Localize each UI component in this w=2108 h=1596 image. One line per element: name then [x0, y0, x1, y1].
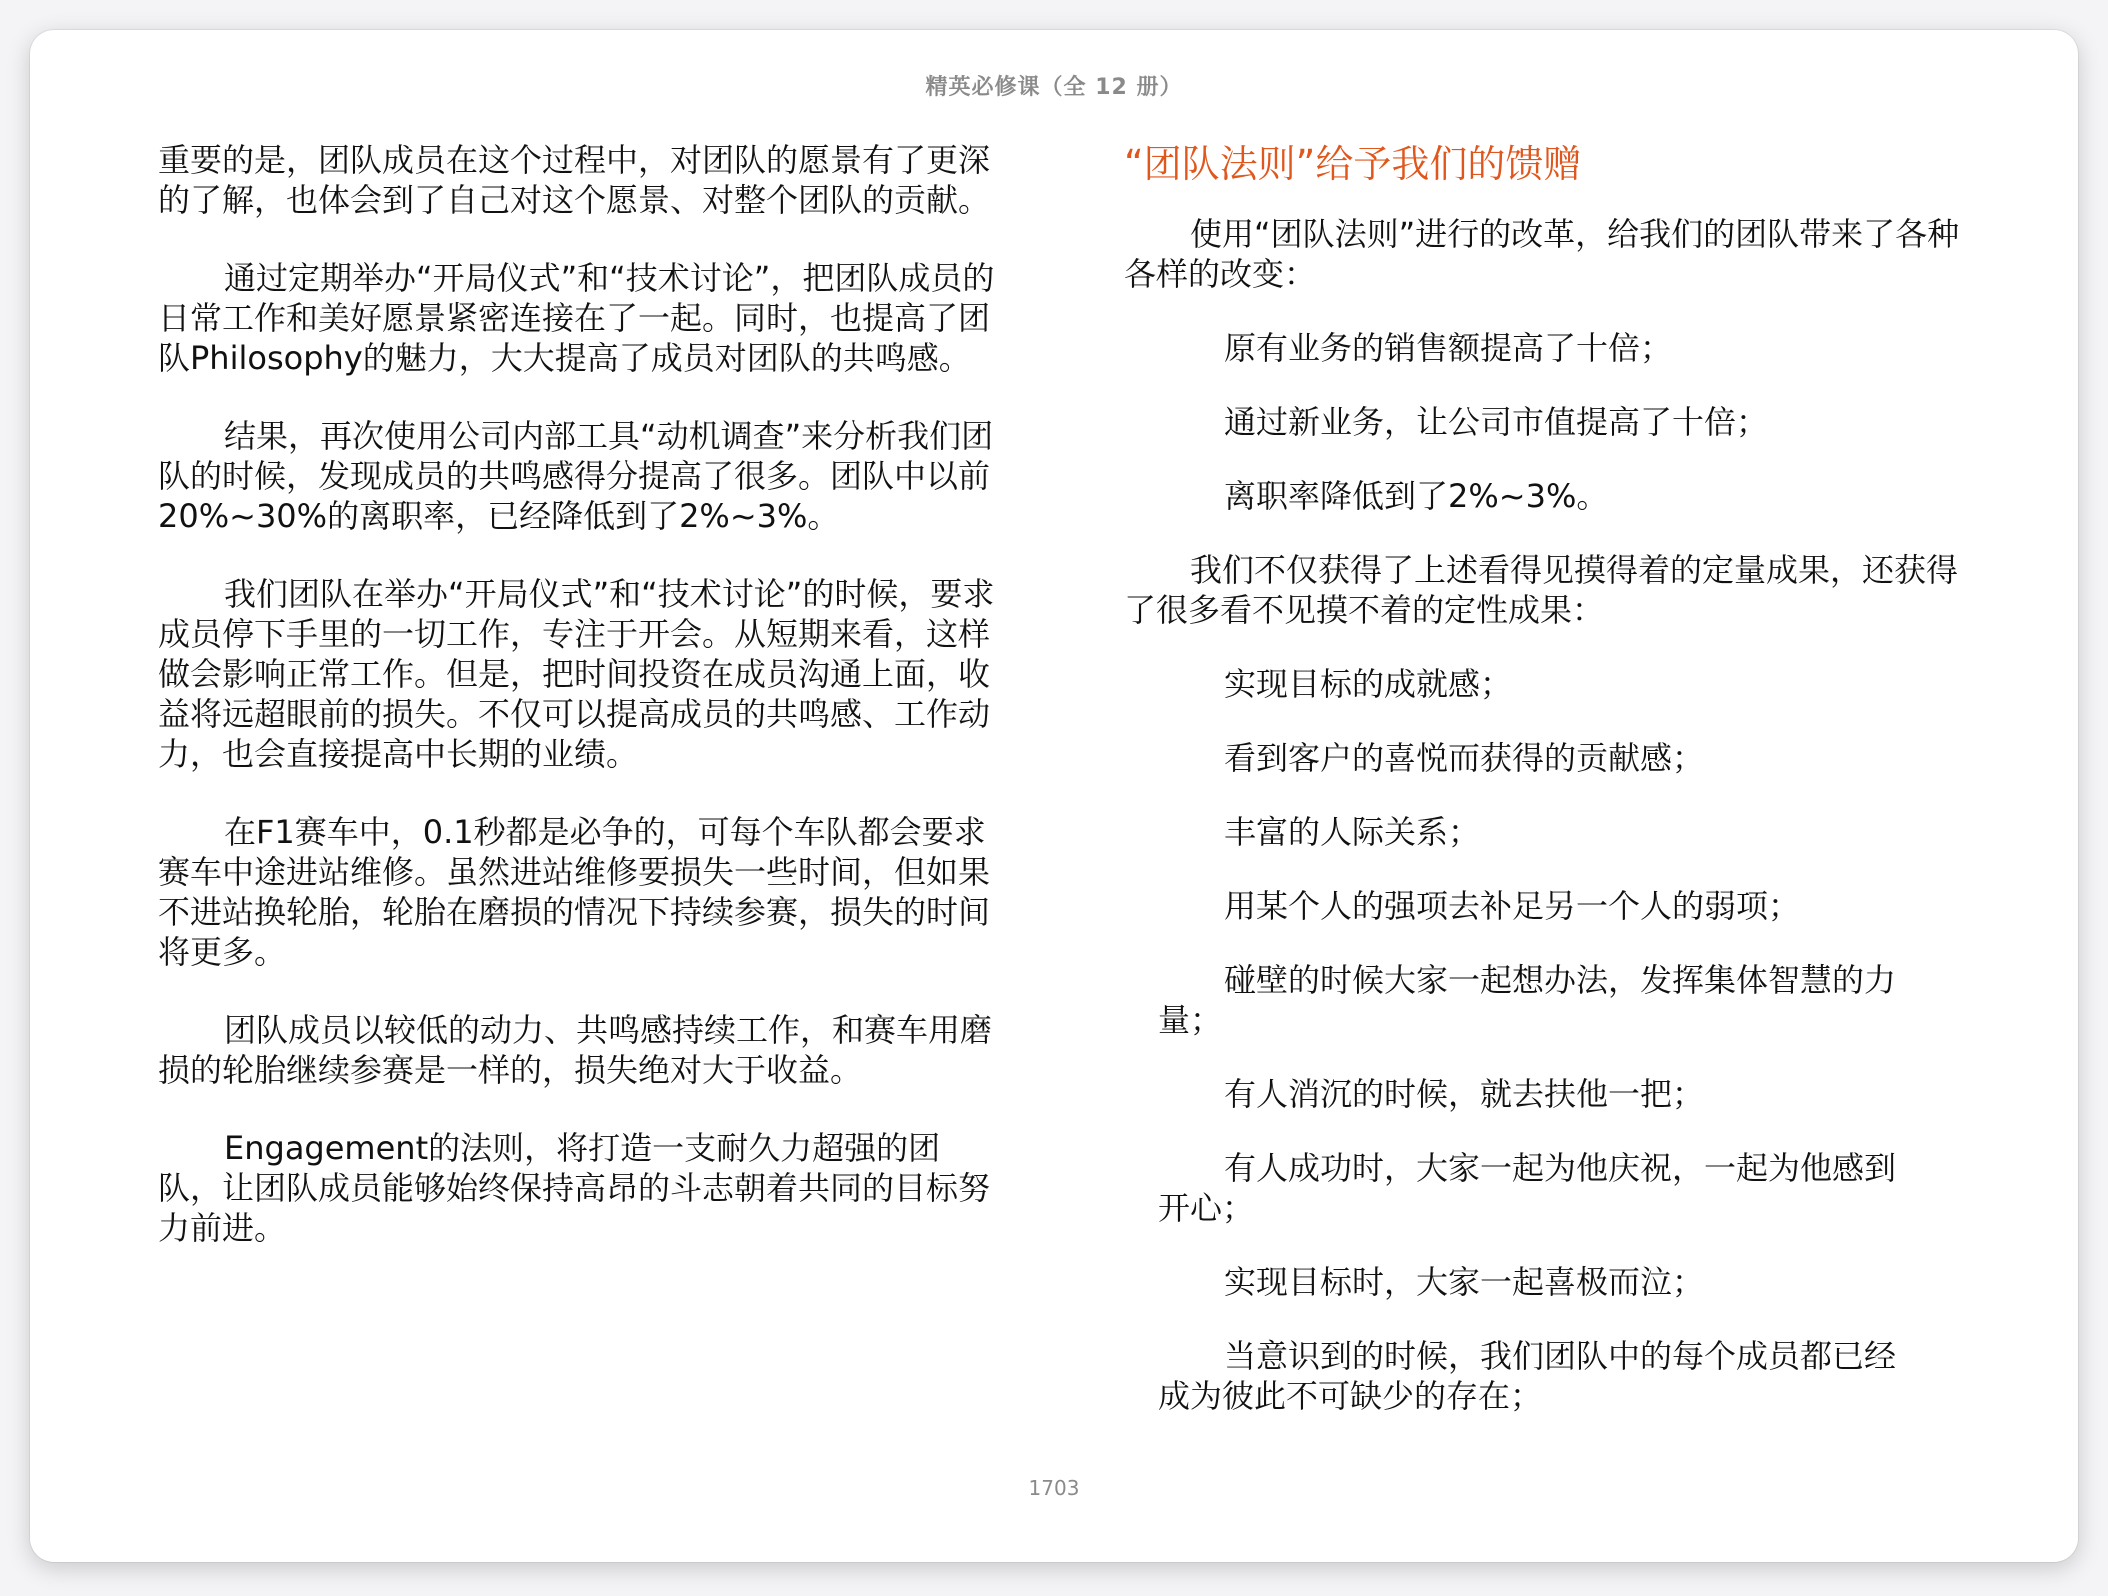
paragraph: 我们团队在举办“开局仪式”和“技术讨论”的时候，要求成员停下手里的一切工作，专注于开会。从短期来看，这样做会影响正常工作。但是，把时间投资在成员沟通上面，收益将远超眼前的损失。不仅可以提高成员的共鸣感、工作动力，也会直接提高中长期的业绩。 [158, 575, 995, 773]
list-item: 实现目标时，大家一起喜极而泣； [1224, 1263, 1705, 1301]
paragraph: 在F1赛车中，0.1秒都是必争的，可每个车队都会要求赛车中途进站维修。虽然进站维修要损失一些时间，但如果不进站换轮胎，轮胎在磨损的情况下持续参赛，损失的时间将更多。 [158, 813, 991, 971]
reader-window [30, 30, 2078, 1562]
paragraph: Engagement的法则，将打造一支耐久力超强的团队，让团队成员能够始终保持高昂的斗志朝着共同的目标努力前进。 [158, 1129, 991, 1247]
list-item: 当意识到的时候，我们团队中的每个成员都已经成为彼此不可缺少的存在； [1158, 1337, 1897, 1415]
list-item: 原有业务的销售额提高了十倍； [1224, 329, 1673, 367]
list-item: 有人消沉的时候，就去扶他一把； [1224, 1075, 1705, 1113]
qualitative-results-list [1124, 664, 1974, 1416]
quantitative-results-list [1124, 328, 1974, 516]
book-title: 精英必修课（全 12 册） [925, 75, 1183, 100]
paragraph: 通过定期举办“开局仪式”和“技术讨论”，把团队成员的日常工作和美好愿景紧密连接在了一起。同时，也提高了团队Philosophy的魅力，大大提高了成员对团队的共鸣感。 [158, 259, 995, 377]
paragraph: 团队成员以较低的动力、共鸣感持续工作，和赛车用磨损的轮胎继续参赛是一样的，损失绝对大于收益。 [158, 1011, 993, 1089]
list-item: 实现目标的成就感； [1224, 665, 1513, 703]
page-number: 1703 [1028, 1476, 1080, 1500]
list-item: 有人成功时，大家一起为他庆祝，一起为他感到开心； [1158, 1149, 1897, 1227]
list-item: 碰壁的时候大家一起想办法，发挥集体智慧的力量； [1158, 961, 1897, 1039]
list-item: 丰富的人际关系； [1224, 813, 1481, 851]
paragraph: 重要的是，团队成员在这个过程中，对团队的愿景有了更深的了解，也体会到了自己对这个愿景、对整个团队的贡献。 [158, 141, 991, 219]
intro-paragraph: 我们不仅获得了上述看得见摸得着的定量成果，还获得了很多看不见摸不着的定性成果： [1124, 551, 1959, 629]
list-item: 用某个人的强项去补足另一个人的弱项； [1224, 887, 1801, 925]
list-item: 通过新业务，让公司市值提高了十倍； [1224, 403, 1769, 441]
left-page[interactable] [158, 140, 998, 1286]
section-title: “团队法则”给予我们的馈赠 [1124, 142, 1582, 186]
paragraph: 结果，再次使用公司内部工具“动机调查”来分析我们团队的时候，发现成员的共鸣感得分提高了很多。团队中以前20%~30%的离职率，已经降低到了2%~3%。 [158, 417, 994, 535]
list-item: 看到客户的喜悦而获得的贡献感； [1224, 739, 1705, 777]
list-item: 离职率降低到了2%~3%。 [1224, 477, 1609, 515]
intro-paragraph: 使用“团队法则”进行的改革，给我们的团队带来了各种各样的改变： [1124, 215, 1960, 293]
right-page[interactable] [1124, 140, 1974, 1450]
